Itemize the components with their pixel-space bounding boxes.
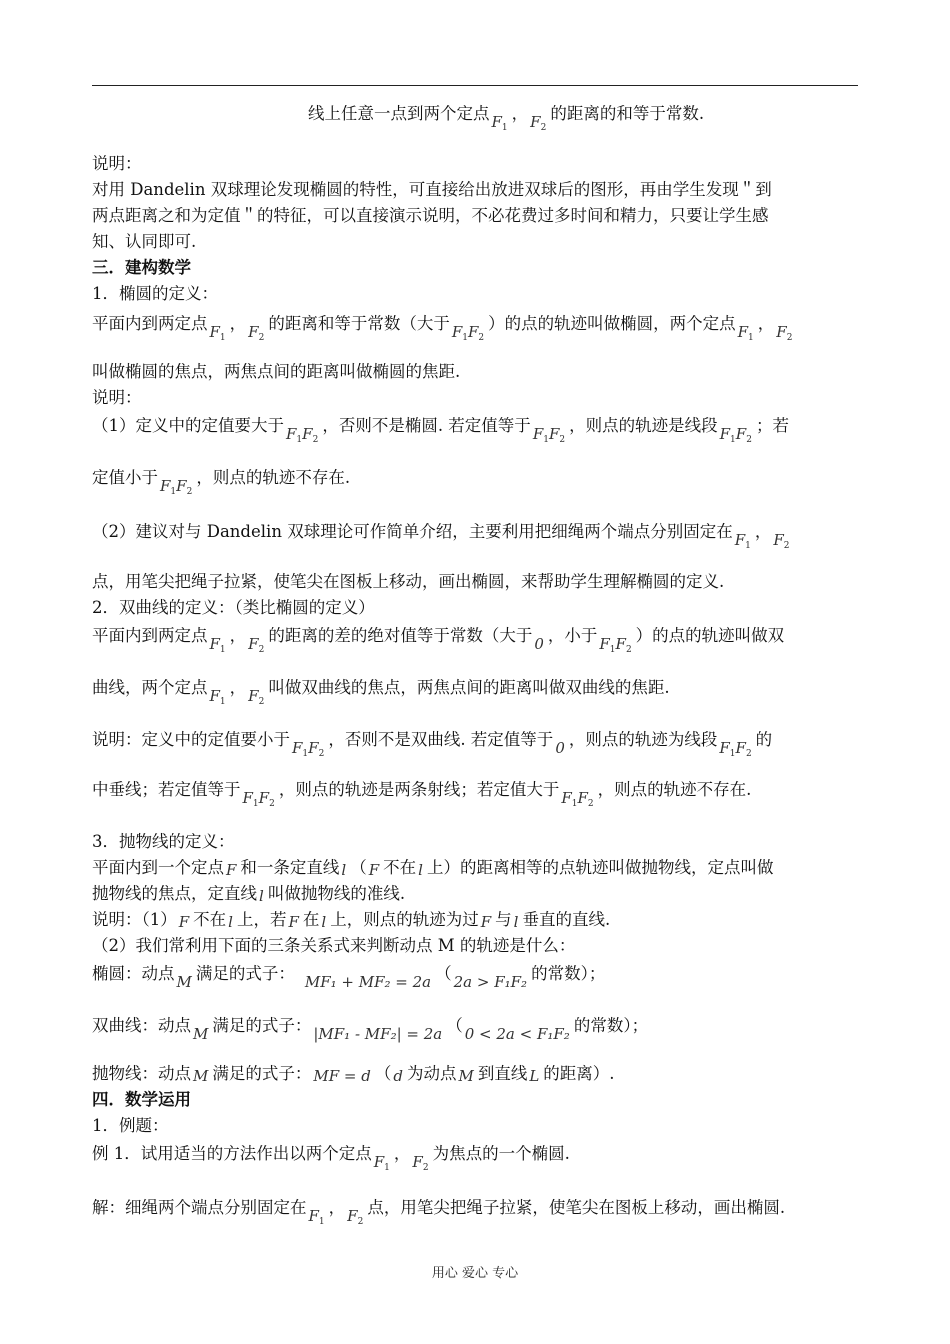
math-l: l [341,861,347,879]
math-F1: $F_1$ [209,323,226,343]
math-F1F2: $F_1F_2$ [561,789,594,809]
math-M: M [458,1067,474,1085]
math-F2: $F_2$ [248,687,265,707]
math-cond-hyperbola: 0 < 2a < F₁F₂ [464,1025,570,1043]
math-F2: $F_2$ [248,635,265,655]
math-zero: 0 [534,635,544,653]
math-F2: $F_2$ [773,531,790,551]
math-M: M [193,1067,209,1085]
math-F1F2: $F_1F_2$ [292,739,325,759]
subsection-heading: 1．例题： [92,1116,169,1135]
text: 的距离的和等于常数. [550,104,705,123]
math-F1F2: $F_1F_2$ [719,425,752,445]
math-F1F2: $F_1F_2$ [451,323,485,343]
math-F1: $F_1$ [491,113,508,133]
math-F: F [368,861,380,879]
math-F1F2: $F_1F_2$ [242,789,275,809]
subsection-heading: 3．抛物线的定义： [92,832,235,851]
math-F2: $F_2$ [530,113,547,133]
relation-hyperbola: 双曲线：动点 M 满足的式子： |MF₁ - MF₂| = 2a （ 0 < 2a < F₁F₂ 的常数）； [92,1016,649,1043]
math-F1: $F_1$ [373,1153,390,1173]
math-eq-parabola: MF = d [313,1067,371,1085]
paragraph-line: 叫做椭圆的焦点，两焦点间的距离叫做椭圆的焦距. [92,362,461,381]
math-F1F2: $F_1F_2$ [160,477,193,497]
math-zero: 0 [555,739,565,757]
example-1: 例 1．试用适当的方法作出以两个定点 $F_1$， $F_2$为焦点的一个椭圆. [92,1144,570,1173]
math-l: l [228,913,233,931]
math-l: l [321,913,327,931]
text: 线上任意一点到两个定点 [308,104,490,123]
math-F2: $F_2$ [347,1207,364,1227]
math-F1: $F_1$ [308,1207,325,1227]
math-M: M [193,1025,209,1043]
line-definition-tail [308,102,704,132]
solution-1: 解：细绳两个端点分别固定在 $F_1$， $F_2$点，用笔尖把绳子拉紧，使笔尖在图板上移动，画出椭圆. [92,1198,786,1227]
ellipse-definition: 平面内到两定点 $F_1$， $F_2$的距离和等于常数（大于 $F_1F_2$）的点的轨迹叫做椭圆，两个定点 $F_1$， $F_2$ [92,314,793,343]
math-eq-hyperbola: |MF₁ - MF₂| = 2a [313,1025,443,1043]
math-F1F2: $F_1F_2$ [532,425,566,445]
math-L: L [529,1067,540,1085]
paragraph-line: （2）我们常利用下面的三条关系式来判断动点 M 的轨迹是什么： [92,936,576,955]
note-1-cont: 定值小于 $F_1F_2$，则点的轨迹不存在. [92,468,351,497]
page-footer: 用心 爱心 专心 [431,1266,519,1281]
relation-ellipse: 椭圆：动点 M 满足的式子： MF₁ + MF₂ = 2a （ 2a > F₁F₂ 的常数）； [92,964,606,991]
relation-parabola: 抛物线：动点 M 满足的式子： MF = d （ d 为动点 M 到直线 L 的距离）. [92,1064,615,1085]
math-M: M [176,973,192,991]
math-l: l [418,861,423,879]
math-F: F [288,913,299,931]
note-1: （1）定义中的定值要大于 $F_1F_2$，否则不是椭圆. 若定值等于 $F_1F_2$，则点的轨迹是线段 $F_1F_2$；若 [92,416,789,445]
text: ， [511,104,529,123]
note-label: 说明： [92,154,142,173]
math-eq-ellipse: MF₁ + MF₂ = 2a [304,973,432,991]
math-F: F [480,913,492,931]
math-F1: $F_1$ [209,687,226,707]
note-2: （2）建议对与 Dandelin 双球理论可作简单介绍，主要利用把细绳两个端点分别固定在 $F_1$， $F_2$ [92,522,790,551]
math-F1F2: $F_1F_2$ [286,425,319,445]
math-l: l [259,887,264,905]
section-heading: 四．数学运用 [92,1090,191,1109]
math-F2: $F_2$ [776,323,793,343]
math-l: l [513,913,519,931]
math-d: d [393,1067,403,1085]
hyperbola-definition: 平面内到两定点 $F_1$， $F_2$的距离的差的绝对值等于常数（大于 0 ，小于 $F_1F_2$）的点的轨迹叫做双 [92,626,785,655]
subsection-heading: 1．椭圆的定义： [92,284,218,303]
math-F1: $F_1$ [734,531,751,551]
math-F1: $F_1$ [737,323,754,343]
math-F2: $F_2$ [412,1153,429,1173]
paragraph-line: 两点距离之和为定值＂的特征，可以直接演示说明，不必花费过多时间和精力，只要让学生感 [92,206,769,225]
header-rule [92,85,858,86]
subsection-heading: 2．双曲线的定义：（类比椭圆的定义） [92,598,375,617]
math-F1F2: $F_1F_2$ [599,635,632,655]
parabola-definition-cont: 抛物线的焦点，定直线 l 叫做抛物线的准线. [92,884,406,905]
hyperbola-definition-cont: 曲线，两个定点 $F_1$， $F_2$叫做双曲线的焦点，两焦点间的距离叫做双曲线的焦距. [92,678,670,707]
parabola-note: 说明：（1） F 不在 l 上，若 F 在 l 上，则点的轨迹为过 F 与 l 垂直的直线. [92,910,611,931]
hyperbola-note-cont: 中垂线；若定值等于 $F_1F_2$，则点的轨迹是两条射线；若定值大于 $F_1F_2$，则点的轨迹不存在. [92,780,752,809]
paragraph-line: 点，用笔尖把绳子拉紧，使笔尖在图板上移动，画出椭圆，来帮助学生理解椭圆的定义. [92,572,725,591]
paragraph-line: 对用 Dandelin 双球理论发现椭圆的特性，可直接给出放进双球后的图形，再由学生发现＂到 [92,180,772,199]
paragraph-line: 知、认同即可. [92,232,197,251]
note-label: 说明： [92,388,142,407]
math-F1: $F_1$ [209,635,226,655]
math-F: F [226,861,237,879]
math-F: F [178,913,190,931]
section-heading: 三．建构数学 [92,258,191,277]
math-F2: $F_2$ [248,323,265,343]
hyperbola-note: 说明：定义中的定值要小于 $F_1F_2$，否则不是双曲线. 若定值等于 0 ，则点的轨迹为线段 $F_1F_2$的 [92,730,773,759]
math-F1F2: $F_1F_2$ [719,739,752,759]
parabola-definition: 平面内到一个定点 F 和一条定直线 l （ F 不在 l 上）的距离相等的点轨迹叫做抛物线，定点叫做 [92,858,774,879]
math-cond-ellipse: 2a > F₁F₂ [453,973,528,991]
